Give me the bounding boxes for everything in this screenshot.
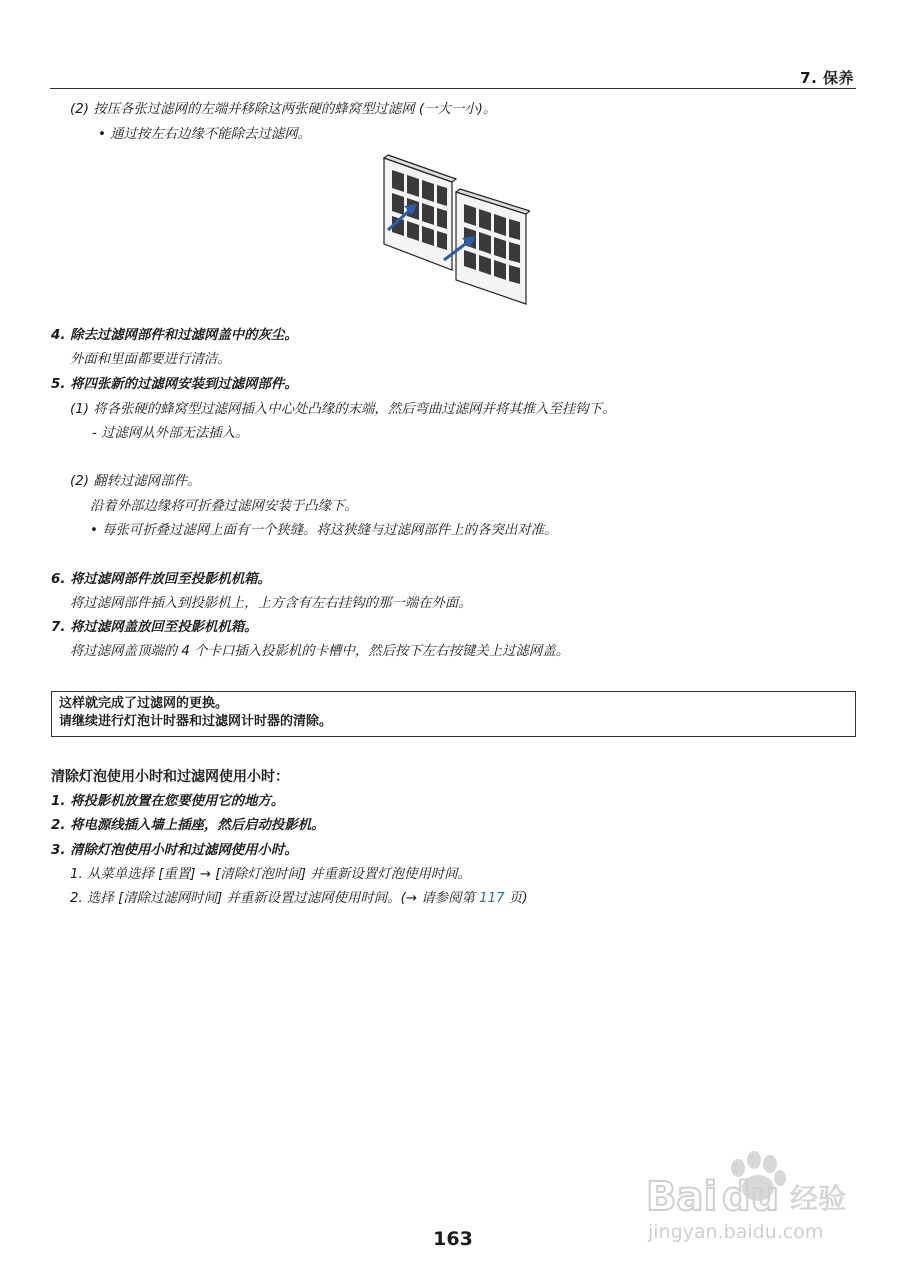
- step5-sub2: (2) 翻转过滤网部件。: [70, 474, 201, 489]
- filter-removal-illustration: [380, 152, 530, 307]
- step6-title: 6. 将过滤网部件放回至投影机机箱。: [51, 572, 271, 587]
- notebox-line1: 这样就完成了过滤网的更换。: [59, 696, 229, 711]
- step5-sub2-body: 沿着外部边缘将可折叠过滤网安装于凸缘下。: [90, 499, 358, 514]
- clear-step3-sub2-suffix: 页): [504, 891, 528, 906]
- watermark-logo: Bai: [646, 1174, 718, 1220]
- step4-body: 外面和里面都要进行清洁。: [70, 352, 231, 367]
- clear-step3-sub1: 1. 从菜单选择 [重置] → [清除灯泡时间] 并重新设置灯泡使用时间。: [70, 867, 471, 882]
- notebox-line2: 请继续进行灯泡计时器和过滤网计时器的清除。: [59, 714, 333, 729]
- page-reference-link[interactable]: 117: [479, 891, 505, 906]
- page-number: 163: [433, 1228, 473, 1250]
- svg-text:du: du: [722, 1174, 780, 1220]
- step5-sub1-note: - 过滤网从外部无法插入。: [92, 426, 249, 441]
- step4-sub2-text: (2) 按压各张过滤网的左端并移除这两张硬的蜂窝型过滤网 (一大一小)。: [70, 102, 497, 117]
- step5-sub2-bullet: • 每张可折叠过滤网上面有一个狭缝。将这狭缝与过滤网部件上的各突出对准。: [90, 523, 558, 538]
- step6-body: 将过滤网部件插入到投影机上，上方含有左右挂钩的那一端在外面。: [70, 596, 472, 611]
- clear-step3-sub2-text: 2. 选择 [清除过滤网时间] 并重新设置过滤网使用时间。(→ 请参阅第: [70, 891, 480, 906]
- clear-step2: 2. 将电源线插入墙上插座，然后启动投影机。: [51, 818, 325, 833]
- clear-step1: 1. 将投影机放置在您要使用它的地方。: [51, 794, 285, 809]
- step4-sub2-bullet: • 通过按左右边缘不能除去过滤网。: [98, 127, 312, 142]
- completion-notebox: [51, 691, 856, 737]
- clear-step3: 3. 清除灯泡使用小时和过滤网使用小时。: [51, 843, 298, 858]
- header-rule: [50, 88, 856, 89]
- watermark-url: jingyan.baidu.com: [648, 1221, 824, 1243]
- step5-sub1: (1) 将各张硬的蜂窝型过滤网插入中心处凸缘的末端，然后弯曲过滤网并将其推入至挂钩下。: [70, 402, 616, 417]
- step7-title: 7. 将过滤网盖放回至投影机机箱。: [51, 620, 258, 635]
- clear-step3-sub2: [70, 890, 528, 908]
- chapter-heading: 7. 保养: [800, 69, 854, 87]
- step5-title: 5. 将四张新的过滤网安装到过滤网部件。: [51, 377, 298, 392]
- clear-section-heading: 清除灯泡使用小时和过滤网使用小时：: [51, 769, 289, 785]
- step7-body: 将过滤网盖顶端的 4 个卡口插入投影机的卡槽中，然后按下左右按键关上过滤网盖。: [70, 644, 570, 659]
- svg-text:经验: 经验: [790, 1182, 847, 1215]
- step4-title: 4. 除去过滤网部件和过滤网盖中的灰尘。: [51, 328, 298, 343]
